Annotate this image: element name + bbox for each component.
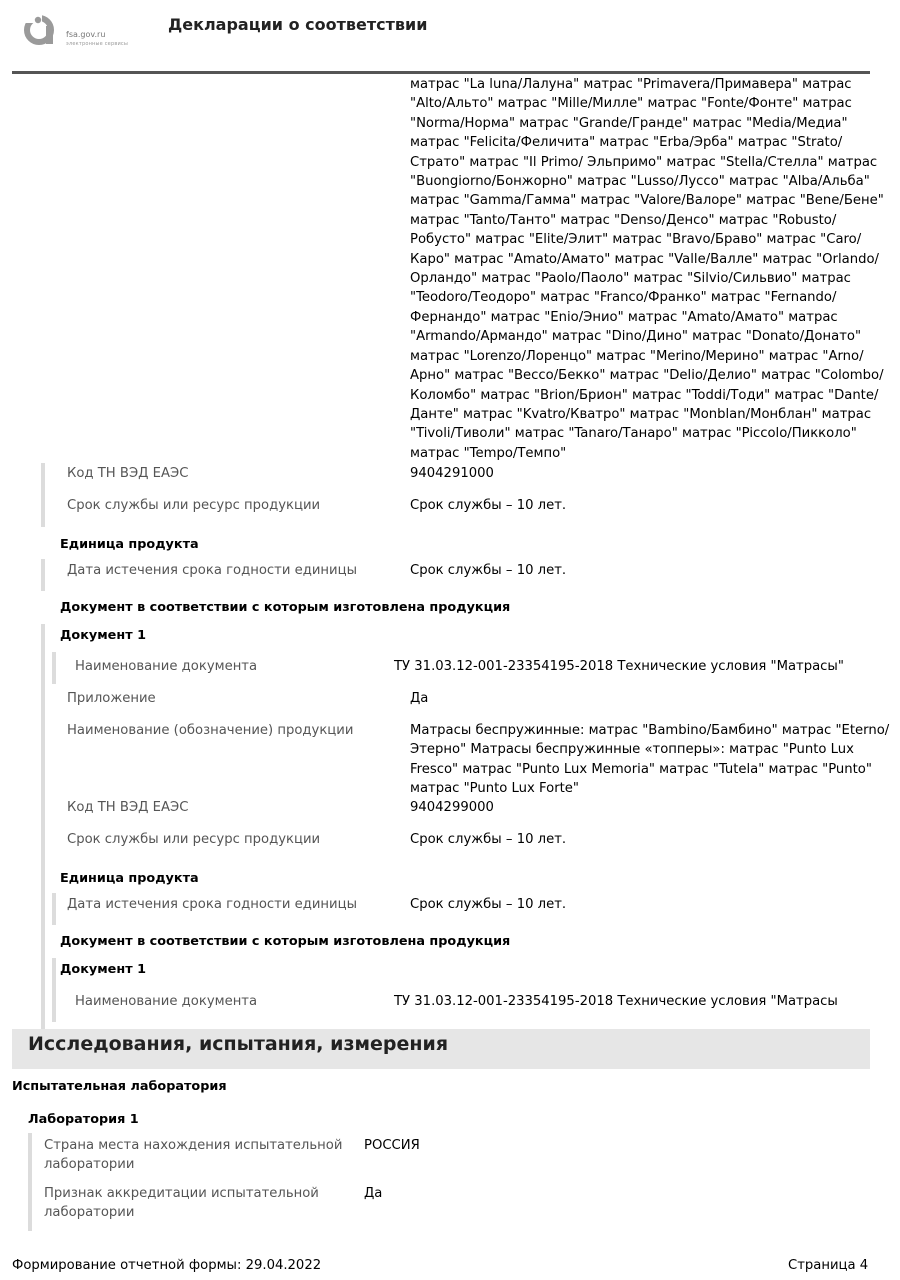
document-title: Документ 1	[60, 962, 146, 977]
doc-name-value: ТУ 31.03.12-001-23354195-2018 Технические условия "Матрасы	[394, 994, 838, 1009]
report-generated-date: Формирование отчетной формы: 29.04.2022	[12, 1258, 322, 1273]
research-section-title: Исследования, испытания, измерения	[28, 1033, 449, 1055]
logo-site: fsa.gov.ru	[66, 30, 106, 39]
logo-tagline: электронные сервисы	[66, 41, 129, 47]
service-life-value: Срок службы – 10 лет.	[410, 498, 567, 513]
page-number: Страница 4	[788, 1258, 869, 1273]
service-life-label: Срок службы или ресурс продукции	[67, 498, 321, 513]
row-group-bar	[41, 559, 45, 591]
tnved-label: Код ТН ВЭД ЕАЭС	[67, 466, 189, 481]
lab-country-label: Страна места нахождения испытательной лаборатории	[44, 1138, 343, 1173]
expiry-label: Дата истечения срока годности единицы	[67, 897, 357, 912]
doc-row-bar	[52, 652, 56, 684]
lab-section-title: Испытательная лаборатория	[12, 1079, 227, 1094]
lab-group-bar	[28, 1133, 32, 1231]
unit-section-title: Единица продукта	[60, 871, 199, 886]
tnved-value: 9404291000	[410, 466, 494, 481]
unit-section-title: Единица продукта	[60, 537, 199, 552]
lab-title: Лаборатория 1	[28, 1112, 139, 1127]
expiry-value: Срок службы – 10 лет.	[410, 897, 567, 912]
lab-accreditation-value: Да	[364, 1186, 383, 1201]
expiry-value: Срок службы – 10 лет.	[410, 563, 567, 578]
doc-group-bar	[41, 624, 45, 1029]
doc-group-bar	[52, 958, 56, 1022]
service-life-label: Срок службы или ресурс продукции	[67, 832, 321, 847]
row-group-bar	[52, 893, 56, 925]
tnved-label: Код ТН ВЭД ЕАЭС	[67, 800, 189, 815]
tnved-value: 9404299000	[410, 800, 494, 815]
page-title: Декларации о соответствии	[168, 15, 428, 34]
expiry-label: Дата истечения срока годности единицы	[67, 563, 357, 578]
doc-section-title: Документ в соответствии с которым изготовлена продукция	[60, 600, 511, 615]
header-divider	[12, 71, 870, 74]
service-life-value: Срок службы – 10 лет.	[410, 832, 567, 847]
lab-accreditation-label: Признак аккредитации испытательной лаборатории	[44, 1186, 319, 1221]
document-title: Документ 1	[60, 628, 146, 643]
doc-name-label: Наименование документа	[75, 659, 258, 674]
product-name-value: Матрасы беспружинные: матрас "Bambino/Бамбино" матрас "Eterno/Этерно" Матрасы беспружинные «топперы»: матрас "Punto Lux Fresco" матрас "Punto Lux Memoria" матрас "Tutela" матрас "Punto" матрас "Punto Lux Forte"	[410, 723, 890, 797]
row-group-bar	[41, 463, 45, 527]
lab-country-value: РОССИЯ	[364, 1138, 420, 1153]
product-names-continued: матрас "La luna/Лалуна" матрас "Primavera/Примавера" матрас "Alto/Альто" матрас "Mille/Милле" матрас "Fonte/Фонте" матрас "Norma/Норма" матрас "Grande/Гранде" матрас "Media/Медиа" матрас "Felicita/Феличита" матрас "Erba/Эрба" матрас "Strato/Страто" матрас "Il Primo/ Эльпримо" матрас "Stella/Стелла" матрас "Buongiorno/Бонжорно" матрас "Lusso/Луссо" матрас "Alba/Альба" матрас "Gamma/Гамма" матрас "Valore/Валоре" матрас "Bene/Бене" матрас "Tanto/Танто" матрас "Denso/Денсо" матрас "Robusto/Робусто" матрас "Elite/Элит" матрас "Bravo/Браво" матрас "Caro/Каро" матрас "Amato/Амато" матрас "Valle/Валле" матрас "Orlando/Орландо" матрас "Paolo/Паоло" матрас "Silvio/Сильвио" матрас "Teodoro/Теодоро" матрас "Franco/Франко" матрас "Fernando/Фернандо" матрас "Enio/Энио" матрас "Amato/Амато" матрас "Armando/Армандо" матрас "Dino/Дино" матрас "Donato/Донато" матрас "Lorenzo/Лоренцо" матрас "Merino/Мерино" матрас "Arno/Арно" матрас "Becco/Бекко" матрас "Delio/Делио" матрас "Colombo/Коломбо" матрас "Brion/Брион" матрас "Toddi/Тоди" матрас "Dante/Данте" матрас "Kvatro/Кватро" матрас "Monblan/Монблан" матрас "Tivoli/Тиволи" матрас "Tanaro/Танаро" матрас "Piccolo/Пикколо" матрас "Tempo/Темпо"	[410, 77, 884, 461]
doc-name-value: ТУ 31.03.12-001-23354195-2018 Технические условия "Матрасы"	[394, 659, 844, 674]
doc-name-label: Наименование документа	[75, 994, 258, 1009]
product-name-label: Наименование (обозначение) продукции	[67, 723, 354, 738]
fsa-logo-icon	[24, 14, 60, 46]
appendix-value: Да	[410, 691, 429, 706]
doc-section-title: Документ в соответствии с которым изготовлена продукция	[60, 934, 511, 949]
appendix-label: Приложение	[67, 691, 156, 706]
